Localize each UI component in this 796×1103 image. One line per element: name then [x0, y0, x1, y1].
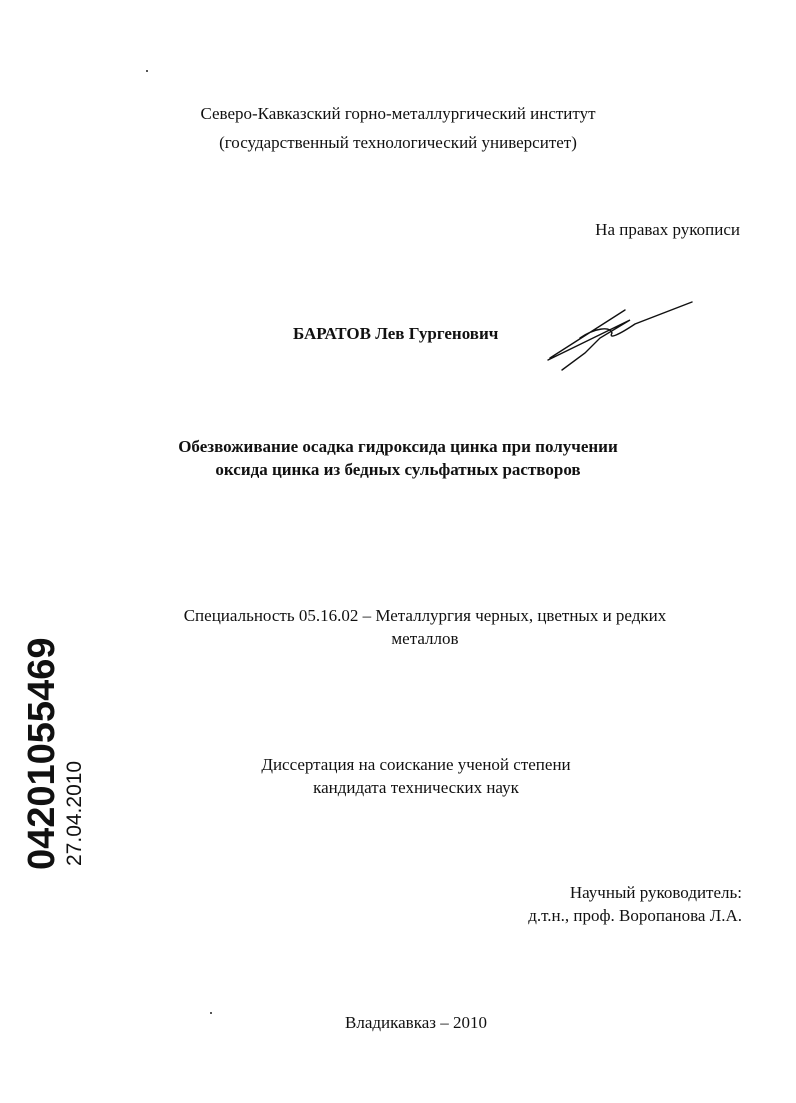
degree-line1: Диссертация на соискание ученой степени [261, 755, 571, 774]
dissertation-title-line2: оксида цинка из бедных сульфатных растворов [215, 460, 581, 479]
library-stamp [20, 638, 86, 870]
city-year: Владикавказ – 2010 [345, 1013, 487, 1032]
specialty-line2: металлов [391, 629, 459, 648]
manuscript-note: На правах рукописи [595, 220, 740, 239]
dissertation-title-line1: Обезвоживание осадка гидроксида цинка при получении [178, 437, 618, 456]
stamp-number: 04201055469 [21, 637, 63, 870]
stamp-date: 27.04.2010 [63, 760, 86, 866]
signature-icon [540, 298, 700, 373]
scan-speck [146, 70, 148, 72]
institute-name: Северо-Кавказский горно-металлургический институт [200, 104, 596, 123]
specialty-line1: Специальность 05.16.02 – Металлургия черных, цветных и редких [183, 606, 667, 625]
supervisor-label: Научный руководитель: [569, 883, 742, 902]
supervisor-name: д.т.н., проф. Воропанова Л.А. [528, 906, 742, 925]
degree-line2: кандидата технических наук [313, 778, 519, 797]
institute-subtitle: (государственный технологический университет) [219, 133, 577, 152]
author-name: БАРАТОВ Лев Гургенович [293, 324, 499, 343]
